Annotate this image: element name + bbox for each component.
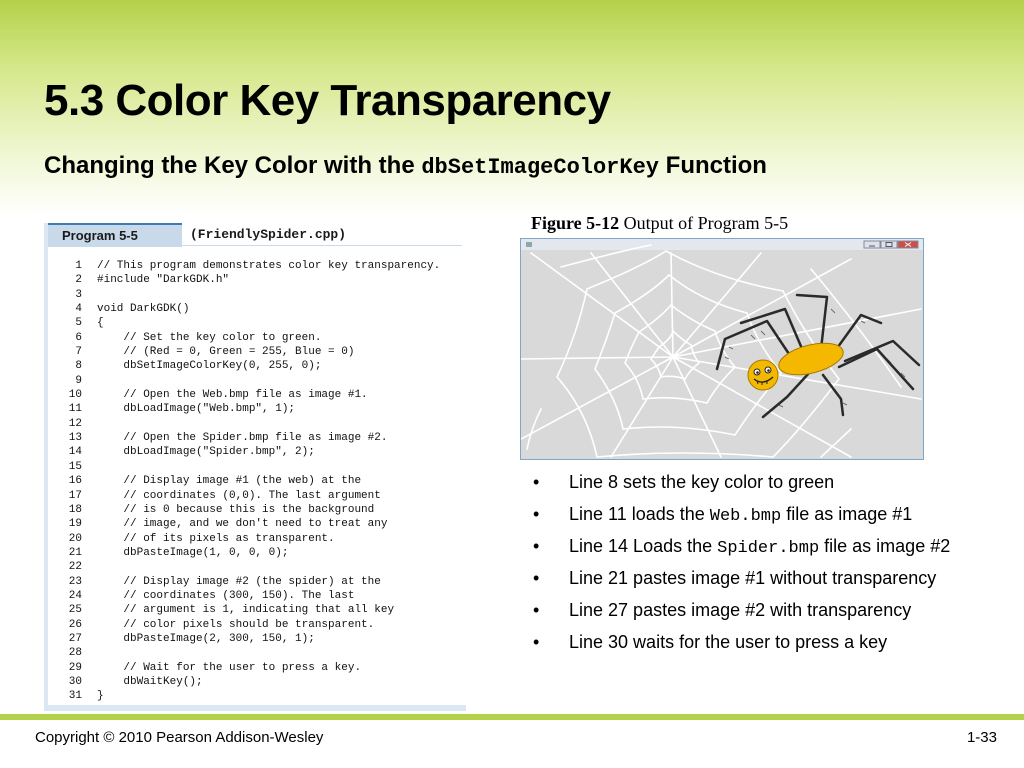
code-line bbox=[56, 474, 440, 488]
figure-label: Figure 5-12 bbox=[531, 213, 620, 233]
code-line bbox=[56, 632, 440, 646]
slide-subtitle bbox=[44, 152, 767, 180]
line-number: 26 bbox=[68, 618, 82, 631]
bullet-text: Line 21 pastes image #1 without transparency bbox=[569, 568, 937, 588]
code-lines bbox=[56, 259, 440, 704]
bullet-dot: • bbox=[533, 600, 540, 620]
bullet-item bbox=[533, 534, 1003, 561]
code-text: dbPasteImage(1, 0, 0, 0); bbox=[97, 546, 289, 559]
line-number: 8 bbox=[75, 360, 82, 373]
bullet-item bbox=[533, 598, 1003, 625]
code-line bbox=[56, 417, 440, 431]
bullet-dot: • bbox=[533, 504, 540, 524]
code-text: // Wait for the user to press a key. bbox=[97, 661, 362, 674]
line-number: 29 bbox=[68, 661, 82, 674]
window-app-icon bbox=[526, 242, 532, 247]
code-line bbox=[56, 503, 440, 517]
bullet-item bbox=[533, 470, 1003, 497]
bullet-dot: • bbox=[533, 472, 540, 492]
code-line bbox=[56, 646, 440, 660]
code-line bbox=[56, 388, 440, 402]
line-number: 12 bbox=[68, 417, 82, 430]
line-number: 24 bbox=[68, 589, 82, 602]
code-text: dbPasteImage(2, 300, 150, 1); bbox=[97, 632, 315, 645]
bullet-filename: Web.bmp bbox=[709, 507, 782, 526]
code-line bbox=[56, 689, 440, 703]
subtitle-function-name: dbSetImageColorKey bbox=[421, 155, 659, 180]
code-line bbox=[56, 359, 440, 373]
line-number: 25 bbox=[68, 604, 82, 617]
close-icon[interactable] bbox=[898, 241, 918, 248]
line-number: 1 bbox=[75, 260, 82, 272]
code-text: // (Red = 0, Green = 255, Blue = 0) bbox=[97, 346, 355, 359]
bullet-text: file as image #2 bbox=[819, 536, 951, 556]
code-text: // Open the Spider.bmp file as image #2. bbox=[97, 432, 388, 445]
bullet-text: Line 27 pastes image #2 with transparency bbox=[569, 600, 912, 620]
code-line bbox=[56, 431, 440, 445]
code-text: // This program demonstrates color key transparency. bbox=[97, 260, 441, 272]
line-number: 18 bbox=[68, 503, 82, 516]
code-text: // coordinates (300, 150). The last bbox=[97, 589, 355, 602]
code-text: dbWaitKey(); bbox=[97, 675, 203, 688]
line-number: 10 bbox=[68, 389, 82, 402]
line-number: 28 bbox=[68, 647, 82, 660]
bullet-text: Line 14 Loads the bbox=[569, 536, 718, 556]
bullet-item bbox=[533, 502, 1003, 529]
bullet-text: Line 30 waits for the user to press a key bbox=[569, 632, 888, 652]
bullet-dot: • bbox=[533, 568, 540, 588]
line-number: 14 bbox=[68, 446, 82, 459]
line-number: 15 bbox=[68, 460, 82, 473]
minimize-icon[interactable] bbox=[864, 241, 880, 248]
code-text: dbSetImageColorKey(0, 255, 0); bbox=[97, 360, 322, 373]
code-text: // argument is 1, indicating that all key bbox=[97, 604, 395, 617]
code-line bbox=[56, 445, 440, 459]
line-number: 19 bbox=[68, 518, 82, 531]
code-line bbox=[56, 560, 440, 574]
code-line bbox=[56, 661, 440, 675]
figure-caption bbox=[531, 213, 788, 234]
line-number: 6 bbox=[75, 331, 82, 344]
bullet-dot: • bbox=[533, 632, 540, 652]
figure-caption-text: Output of Program 5-5 bbox=[619, 213, 789, 233]
line-number: 17 bbox=[68, 489, 82, 502]
line-number: 27 bbox=[68, 632, 82, 645]
code-line bbox=[56, 589, 440, 603]
code-text: // Display image #1 (the web) at the bbox=[97, 475, 362, 488]
bullet-text: Line 8 sets the key color to green bbox=[569, 472, 835, 492]
code-text: #include "DarkGDK.h" bbox=[97, 274, 230, 287]
code-line bbox=[56, 302, 440, 316]
code-line bbox=[56, 288, 440, 302]
line-number: 21 bbox=[68, 546, 82, 559]
code-line bbox=[56, 546, 440, 560]
line-number: 2 bbox=[75, 274, 82, 287]
subtitle-text-end: Function bbox=[658, 152, 767, 179]
code-line bbox=[56, 517, 440, 531]
code-line bbox=[56, 618, 440, 632]
code-text: // image, and we don't need to treat any bbox=[97, 518, 388, 531]
bullet-item bbox=[533, 566, 1003, 593]
code-text: dbLoadImage("Web.bmp", 1); bbox=[97, 403, 296, 416]
code-text: // coordinates (0,0). The last argument bbox=[97, 489, 381, 502]
code-line bbox=[56, 331, 440, 345]
program-label: Program 5-5 bbox=[48, 223, 182, 247]
bullet-item bbox=[533, 630, 1003, 657]
code-text: // of its pixels as transparent. bbox=[97, 532, 335, 545]
program-output-image bbox=[521, 239, 923, 459]
code-line bbox=[56, 402, 440, 416]
code-line bbox=[56, 316, 440, 330]
code-line bbox=[56, 374, 440, 388]
copyright-notice: Copyright © 2010 Pearson Addison-Wesley bbox=[35, 729, 324, 746]
program-header-rule bbox=[182, 245, 462, 246]
code-text: dbLoadImage("Spider.bmp", 2); bbox=[97, 446, 315, 459]
code-text: // Open the Web.bmp file as image #1. bbox=[97, 389, 368, 402]
line-number: 5 bbox=[75, 317, 82, 330]
code-text: } bbox=[97, 690, 104, 703]
subtitle-text: Changing the Key Color with the bbox=[44, 152, 422, 179]
line-number: 4 bbox=[75, 303, 82, 316]
code-text: // Display image #2 (the spider) at the bbox=[97, 575, 381, 588]
bullet-dot: • bbox=[533, 536, 540, 556]
code-line bbox=[56, 575, 440, 589]
bullet-text: Line 11 loads the bbox=[569, 504, 710, 524]
footer-rule bbox=[0, 714, 1024, 720]
code-line bbox=[56, 675, 440, 689]
line-number: 22 bbox=[68, 561, 82, 574]
program-listing bbox=[44, 223, 462, 711]
program-header bbox=[48, 223, 462, 247]
bullet-filename: Spider.bmp bbox=[717, 539, 820, 558]
code-line bbox=[56, 603, 440, 617]
code-text: // Set the key color to green. bbox=[97, 331, 322, 344]
slide-number: 1-33 bbox=[966, 729, 997, 746]
line-number: 30 bbox=[68, 675, 82, 688]
code-line bbox=[56, 532, 440, 546]
figure-output-window bbox=[520, 238, 924, 460]
slide-title: 5.3 Color Key Transparency bbox=[44, 76, 611, 125]
window-titlebar bbox=[521, 239, 923, 250]
line-number: 3 bbox=[75, 288, 82, 301]
program-bottom-rule bbox=[44, 705, 466, 711]
line-number: 16 bbox=[68, 475, 82, 488]
bullet-text: file as image #1 bbox=[781, 504, 913, 524]
maximize-icon[interactable] bbox=[881, 241, 897, 248]
line-number: 20 bbox=[68, 532, 82, 545]
code-line bbox=[56, 345, 440, 359]
line-number: 13 bbox=[68, 432, 82, 445]
program-filename: (FriendlySpider.cpp) bbox=[190, 227, 347, 242]
bullet-list bbox=[533, 470, 1003, 662]
line-number: 23 bbox=[68, 575, 82, 588]
code-text: void DarkGDK() bbox=[97, 303, 190, 316]
code-line bbox=[56, 489, 440, 503]
code-text: // color pixels should be transparent. bbox=[97, 618, 375, 631]
code-line bbox=[56, 273, 440, 287]
line-number: 9 bbox=[75, 374, 82, 387]
code-text: // is 0 because this is the background bbox=[97, 503, 375, 516]
line-number: 31 bbox=[68, 690, 82, 703]
code-text: { bbox=[97, 317, 104, 330]
line-number: 7 bbox=[75, 346, 82, 359]
line-number: 11 bbox=[68, 403, 82, 416]
code-line bbox=[56, 460, 440, 474]
code-line bbox=[56, 259, 440, 273]
